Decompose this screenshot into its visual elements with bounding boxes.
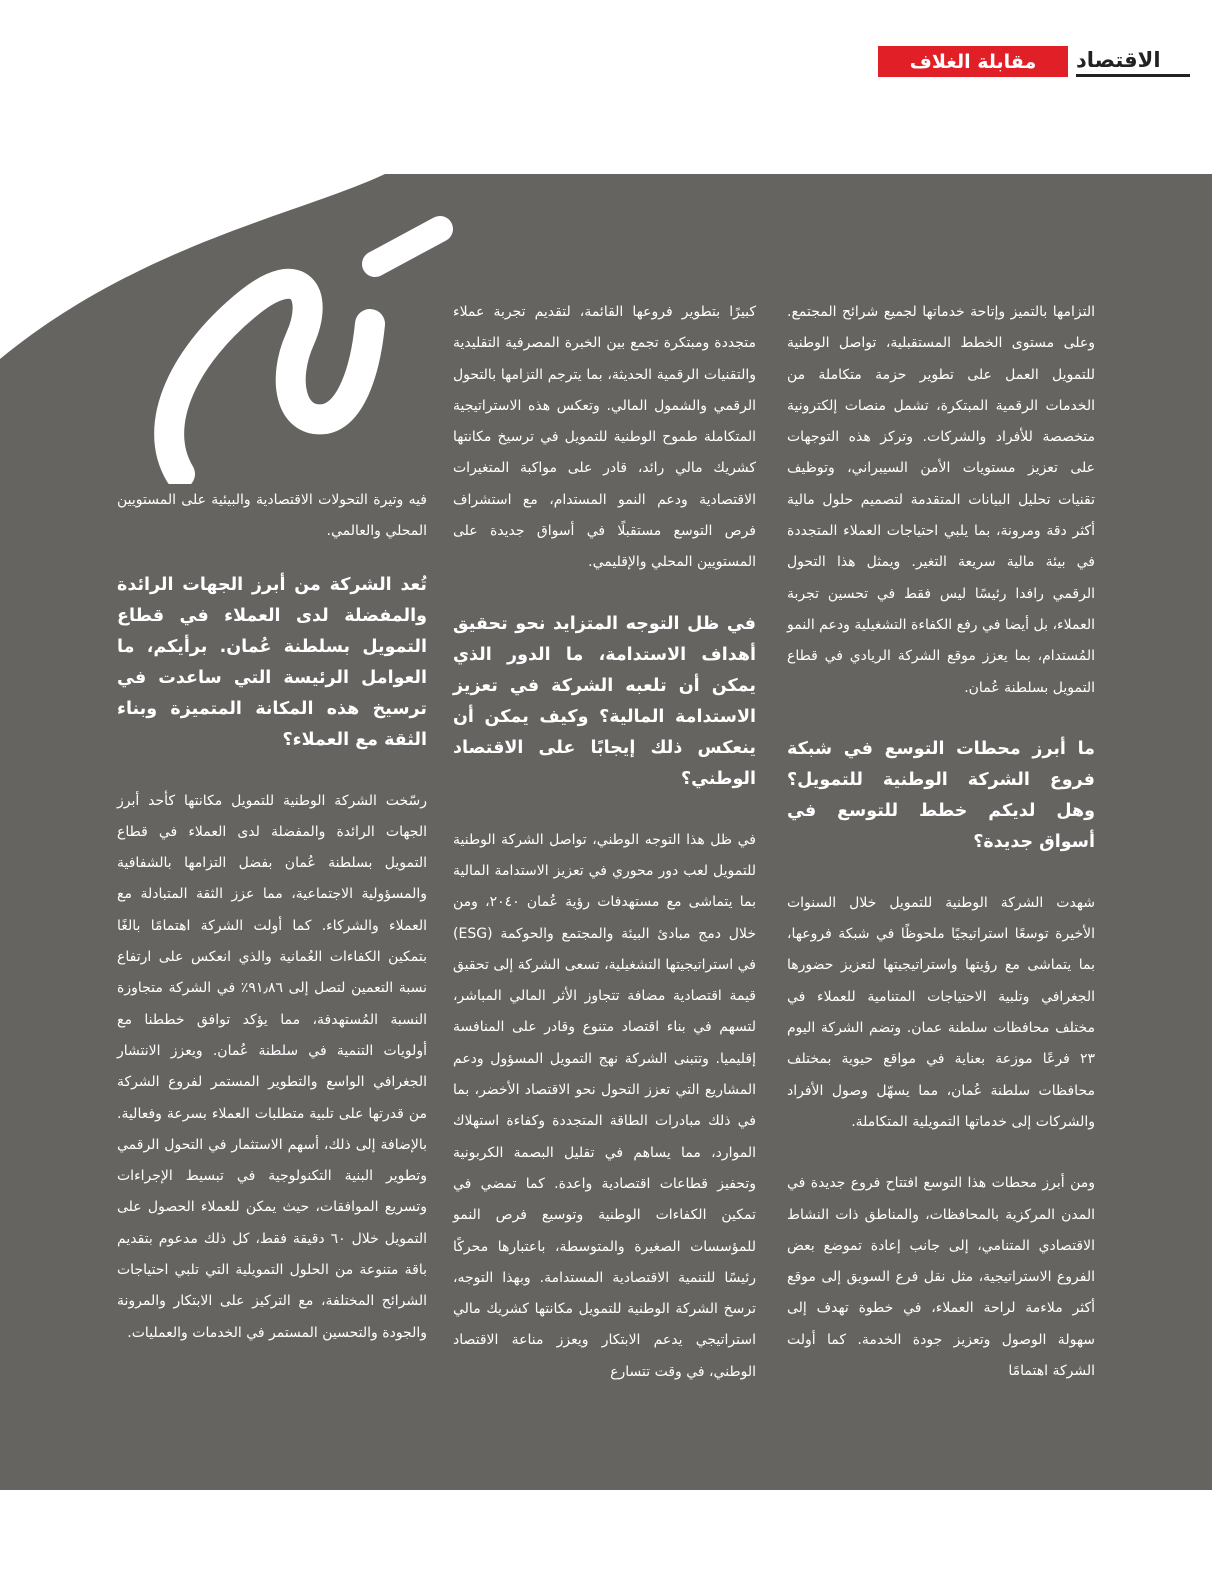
header-separator	[1068, 46, 1076, 77]
page-header	[878, 46, 1190, 77]
column-middle	[453, 297, 756, 1418]
paragraph: كبيرًا بتطوير فروعها القائمة، لتقديم تجربة عملاء متجددة ومبتكرة تجمع بين الخبرة المصرفية التقليدية والتقنيات الرقمية الحديثة، بما يترجم التزامها بالتحول الرقمي والشمول المالي. وتعكس هذه الاستراتيجية المتكاملة طموح الوطنية للتمويل في ترسيخ مكانتها كشريك مالي رائد، قادر على مواكبة المتغيرات الاقتصادية ودعم النمو المستدام، مع استشراف فرص التوسع مستقبلًا في أسواق جديدة على المستويين المحلي والإقليمي.	[453, 304, 756, 571]
question-heading: ما أبرز محطات التوسع في شبكة فروع الشركة الوطنية للتمويل؟ وهل لديكم خطط للتوسع في أسواق جديدة؟	[787, 738, 1095, 852]
section-tab: مقابلة الغلاف	[878, 46, 1068, 77]
curved-panel-edge	[0, 174, 385, 359]
question-heading: تُعد الشركة من أبرز الجهات الرائدة والمفضلة لدى العملاء في قطاع التمويل بسلطنة عُمان. برأيكم، ما العوامل الرئيسة التي ساعدت في ترسيخ هذه المكانة المتميزة وبناء الثقة مع العملاء؟	[117, 574, 427, 750]
paragraph: التزامها بالتميز وإتاحة خدماتها لجميع شرائح المجتمع. وعلى مستوى الخطط المستقبلية، تواصل الوطنية للتمويل العمل على تطوير حزمة متكاملة من الخدمات الرقمية المبتكرة، تشمل منصات إلكترونية متخصصة للأفراد والشركات. وتركز هذه التوجهات على تعزيز مستويات الأمن السيبراني، وتوظيف تقنيات تحليل البيانات المتقدمة لتصميم حلول مالية أكثر دقة ومرونة، بما يلبي احتياجات العملاء المتجددة في بيئة مالية سريعة التغير. ويمثل هذا التحول الرقمي رافدا رئيسًا ليس فقط في تحسين تجربة العملاء، بل أيضا في رفع الكفاءة التشغيلية ودعم النمو المُستدام، بما يعزز موقع الشركة الريادي في قطاع التمويل بسلطنة عُمان.	[787, 304, 1095, 696]
calligraphy-stroke	[169, 284, 370, 474]
paragraph: ومن أبرز محطات هذا التوسع افتتاح فروع جديدة في المدن المركزية بالمحافظات، والمناطق ذات النشاط الاقتصادي المتنامي، إلى جانب إعادة تموضع بعض الفروع الاستراتيجية، مثل نقل فرع السويق إلى موقع أكثر ملاءمة لراحة العملاء، في خطوة تهدف إلى سهولة الوصول وتعزيز جودة الخدمة. كما أولت الشركة اهتمامًا	[787, 1175, 1095, 1380]
calligraphy-bar	[375, 229, 440, 264]
paragraph: فيه وتيرة التحولات الاقتصادية والبيئية على المستويين المحلي والعالمي.	[117, 492, 427, 540]
column-right	[787, 297, 1095, 1417]
paragraph: رسّخت الشركة الوطنية للتمويل مكانتها كأحد أبرز الجهات الرائدة والمفضلة لدى العملاء في قطاع التمويل بسلطنة عُمان بفضل التزامها بالشفافية والمسؤولية الاجتماعية، مما عزز الثقة المتبادلة مع العملاء والشركاء. كما أولت الشركة اهتمامًا بالغًا بتمكين الكفاءات العُمانية والذي انعكس على ارتفاع نسبة التعمين لتصل إلى ٩١٫٨٦٪ في الشركة متجاوزة النسبة المُستهدفة، مما يؤكد توافق خططنا مع أولويات التنمية في سلطنة عُمان. ويعزز الانتشار الجغرافي الواسع والتطوير المستمر لفروع الشركة من قدرتها على تلبية متطلبات العملاء بسرعة وفعالية. بالإضافة إلى ذلك، أسهم الاستثمار في التحول الرقمي وتطوير البنية التكنولوجية في تبسيط الإجراءات وتسريع الموافقات، حيث يمكن للعملاء الحصول على التمويل خلال ٦٠ دقيقة فقط، كل ذلك مدعوم بتقديم باقة متنوعة من الحلول التمويلية التي تلبي احتياجات الشرائح المختلفة، مع التركيز على الابتكار والمرونة والجودة والتحسين المستمر في الخدمات والعمليات.	[117, 792, 427, 1341]
paragraph: في ظل هذا التوجه الوطني، تواصل الشركة الوطنية للتمويل لعب دور محوري في تعزيز الاستدامة المالية بما يتماشى مع مستهدفات رؤية عُمان ٢٠٤٠، ومن خلال دمج مبادئ البيئة والمجتمع والحوكمة (ESG) في استراتيجيتها التشغيلية، تسعى الشركة إلى تحقيق قيمة اقتصادية مضافة تتجاوز الأثر المالي المباشر، لتسهم في بناء اقتصاد متنوع وقادر على المنافسة إقليميا. وتتبنى الشركة نهج التمويل المسؤول ودعم المشاريع التي تعزز التحول نحو الاقتصاد الأخضر، بما في ذلك مبادرات الطاقة المتجددة وكفاءة استهلاك الموارد، مما يساهم في تقليل البصمة الكربونية وتحفيز قطاعات اقتصادية واعدة. كما تمضي في تمكين الكفاءات الوطنية وتوسيع فرص النمو للمؤسسات الصغيرة والمتوسطة، باعتبارها محركًا رئيسًا للتنمية الاقتصادية المستدامة. وبهذا التوجه، ترسخ الشركة الوطنية للتمويل مكانتها كشريك مالي استراتيجي يدعم الابتكار ويعزز مناعة الاقتصاد الوطني، في وقت تتسارع	[453, 831, 756, 1380]
question-heading: في ظل التوجه المتزايد نحو تحقيق أهداف الاستدامة، ما الدور الذي يمكن أن تلعبه الشركة في تعزيز الاستدامة المالية؟ وكيف يمكن أن ينعكس ذلك إيجابًا على الاقتصاد الوطني؟	[453, 613, 756, 789]
paragraph: شهدت الشركة الوطنية للتمويل خلال السنوات الأخيرة توسعًا استراتيجيًا ملحوظًا في شبكة فروعها، بما يتماشى مع رؤيتها واستراتيجيتها لتعزيز حضورها الجغرافي وتلبية الاحتياجات المتنامية للعملاء في مختلف محافظات سلطنة عمان. وتضم الشركة اليوم ٢٣ فرعًا موزعة بعناية في مواقع حيوية بمختلف محافظات سلطنة عُمان، مما يسهّل وصول الأفراد والشركات إلى خدماتها التمويلية المتكاملة.	[787, 894, 1095, 1130]
brand-logo: الاقتصاد	[1076, 46, 1190, 77]
column-left	[117, 485, 427, 1379]
